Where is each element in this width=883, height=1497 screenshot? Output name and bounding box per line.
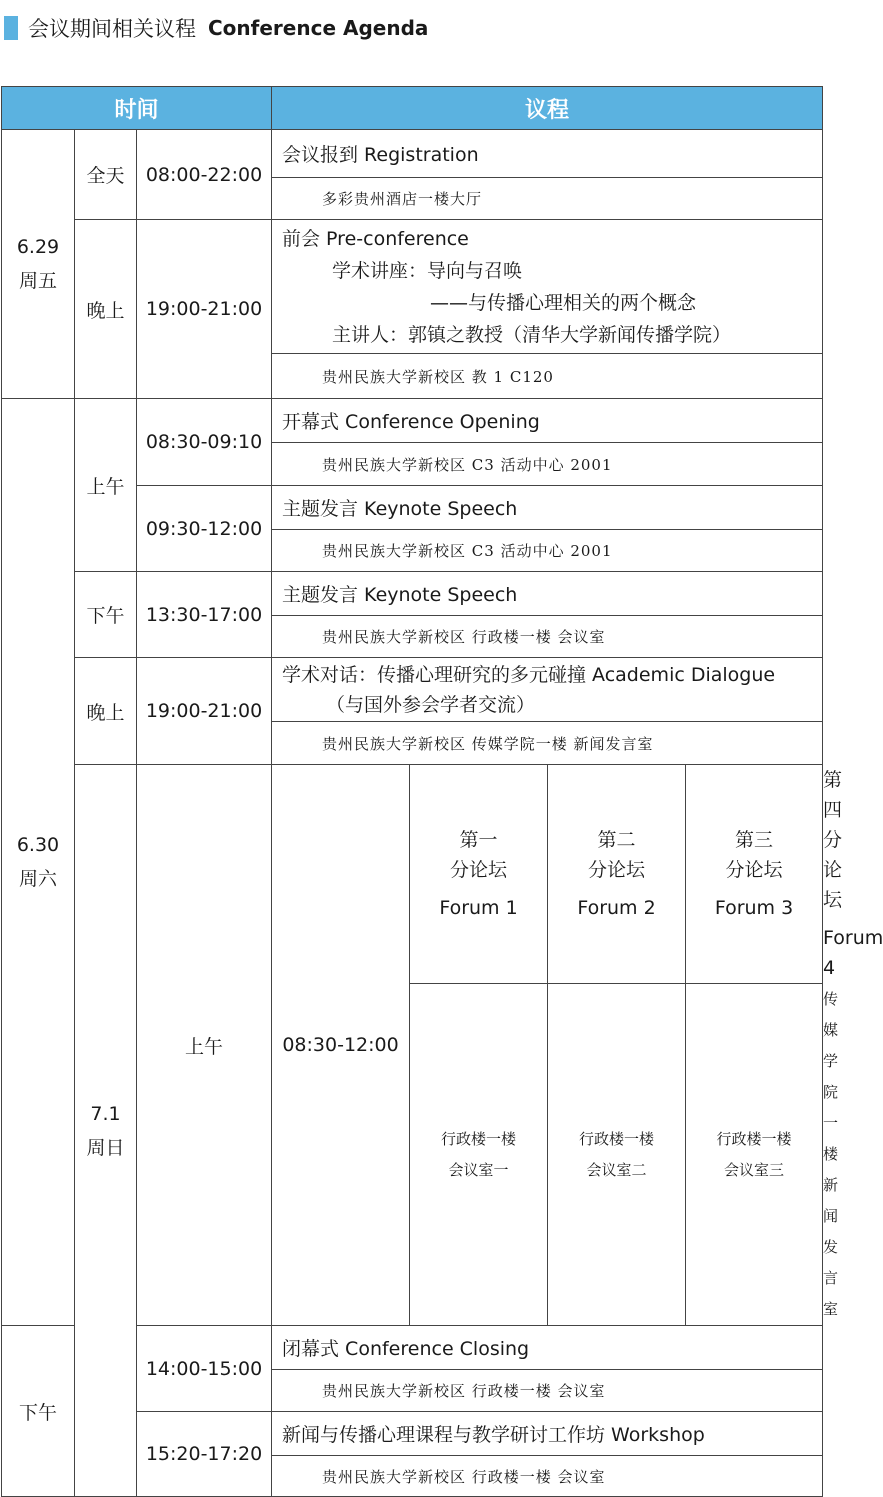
time-cell: 08:30-09:10	[137, 399, 272, 486]
time-cell: 19:00-21:00	[137, 220, 272, 399]
day-cell	[2, 130, 75, 399]
event-cell: 新闻与传播心理课程与教学研讨工作坊 Workshop	[272, 1412, 823, 1456]
agenda-table: 时间 议程 6.29 周五 全天 08:00-22:00 会议报到 Registration 多彩贵州酒店一楼大厅 晚上 19:00-21:00 前会 Pre-conference 学术讲座：导向与召唤 ——与传播心理相关的两个概念 主讲人：郭镇之教授（清华大学新闻传播学院） 贵州民族大学新校区 教 1 C120 6.30 周六 上午 08:30-09:10 开幕式 Conference Opening 贵州民族大学新校区 C3 活动中心 2001 09:30-12:00 主题发言 Keynote Speech 贵州民族大学新校区 C3 活动中心 2001 下午 13:30-17:00 主题发言 Keynote Speech 贵州民族大学新校区 行政楼一楼 会议室 晚上 19:00-21:00 学术对话：传播心理研究的多元碰撞 Academic Dialogue （与国外参会学者交流） 贵州民族大学新校区 传媒学院一楼 新闻发言室 7.1 周日 上午 08:30-12:00 第一 分论坛 Forum 1 第二 分论坛 Forum 2 第三 分论坛 Forum 3 第四 分论坛 Forum 4 行政楼一楼 会议室一 行政楼一楼 会议室二 行政楼一楼 会议室三 传媒学院一楼 新闻发言室 下午 14:00-15:00 闭幕式 Conference Closing 贵州民族大学新校区 行政楼一楼 会议室 15:20-17:20 新闻与传播心理课程与教学研讨工作坊 Workshop 贵州民族大学新校区 行政楼一楼 会议室	[1, 86, 823, 1497]
event-cell: 会议报到 Registration	[272, 130, 823, 178]
period-cell: 晚上	[75, 658, 137, 765]
location-cell: 贵州民族大学新校区 教 1 C120	[272, 354, 823, 399]
title-zh: 会议期间相关议程	[28, 17, 196, 41]
event-cell: 主题发言 Keynote Speech	[272, 572, 823, 616]
day-date: 6.29	[16, 236, 60, 258]
header-time: 时间	[2, 87, 272, 130]
period-cell: 全天	[75, 130, 137, 220]
forum-label: 分论坛	[725, 859, 783, 881]
forum-label: 分论坛	[588, 859, 646, 881]
period-cell: 下午	[75, 572, 137, 658]
lecture-title: 学术讲座：导向与召唤	[332, 259, 523, 282]
location-cell: 贵州民族大学新校区 行政楼一楼 会议室	[272, 616, 823, 658]
forum-cell	[410, 765, 548, 984]
day-cell	[75, 765, 137, 1497]
forum-number: 第二	[597, 829, 636, 851]
time-cell: 09:30-12:00	[137, 486, 272, 572]
time-cell: 08:00-22:00	[137, 130, 272, 220]
time-cell: 13:30-17:00	[137, 572, 272, 658]
forum-building: 行政楼一楼	[579, 1129, 655, 1148]
event-cell	[272, 658, 823, 722]
forum-cell	[686, 765, 823, 984]
lecture-speaker: 主讲人：郭镇之教授（清华大学新闻传播学院）	[332, 323, 732, 346]
location-cell: 贵州民族大学新校区 C3 活动中心 2001	[272, 530, 823, 572]
forum-number: 第一	[459, 829, 498, 851]
day-date: 7.1	[90, 1102, 121, 1125]
day-weekday: 周日	[86, 1136, 125, 1159]
period-cell: 上午	[75, 399, 137, 572]
time-cell: 15:20-17:20	[137, 1412, 272, 1497]
forum-location	[686, 984, 823, 1326]
event-cell: 主题发言 Keynote Speech	[272, 486, 823, 530]
forum-en: Forum 2	[577, 897, 656, 919]
page-title	[4, 10, 428, 46]
forum-en: Forum 3	[714, 897, 794, 919]
forum-room: 会议室二	[586, 1160, 647, 1179]
title-en: Conference Agenda	[208, 16, 429, 40]
forum-cell	[548, 765, 686, 984]
period-cell: 下午	[2, 1326, 75, 1497]
forum-room: 会议室三	[724, 1160, 785, 1179]
lecture-subtitle: ——与传播心理相关的两个概念	[430, 291, 697, 314]
day-weekday: 周六	[18, 868, 57, 890]
forum-building: 行政楼一楼	[716, 1129, 792, 1148]
time-cell: 19:00-21:00	[137, 658, 272, 765]
forum-room: 会议室一	[448, 1160, 509, 1179]
location-cell: 贵州民族大学新校区 行政楼一楼 会议室	[272, 1456, 823, 1497]
forum-number: 第三	[735, 829, 774, 851]
time-cell: 14:00-15:00	[137, 1326, 272, 1412]
forum-building: 行政楼一楼	[441, 1129, 517, 1148]
forum-label: 分论坛	[450, 859, 508, 881]
location-cell: 贵州民族大学新校区 传媒学院一楼 新闻发言室	[272, 722, 823, 765]
location-cell: 贵州民族大学新校区 C3 活动中心 2001	[272, 443, 823, 486]
event-cell: 闭幕式 Conference Closing	[272, 1326, 823, 1370]
event-cell	[272, 220, 823, 354]
time-cell: 08:30-12:00	[272, 765, 410, 1326]
event-title: 学术对话：传播心理研究的多元碰撞 Academic Dialogue	[282, 663, 776, 686]
forum-location	[410, 984, 548, 1326]
forum-location	[548, 984, 686, 1326]
event-cell: 开幕式 Conference Opening	[272, 399, 823, 443]
period-cell: 晚上	[75, 220, 137, 399]
title-accent-bar	[4, 16, 18, 40]
day-cell	[2, 399, 75, 1326]
location-cell: 贵州民族大学新校区 行政楼一楼 会议室	[272, 1370, 823, 1412]
period-cell: 上午	[137, 765, 272, 1326]
forum-en: Forum 1	[439, 897, 518, 919]
header-agenda: 议程	[272, 87, 823, 130]
day-date: 6.30	[16, 834, 60, 856]
day-weekday: 周五	[18, 270, 57, 292]
event-note: （与国外参会学者交流）	[326, 693, 536, 716]
event-title: 前会 Pre-conference	[282, 227, 469, 250]
location-cell: 多彩贵州酒店一楼大厅	[272, 178, 823, 220]
